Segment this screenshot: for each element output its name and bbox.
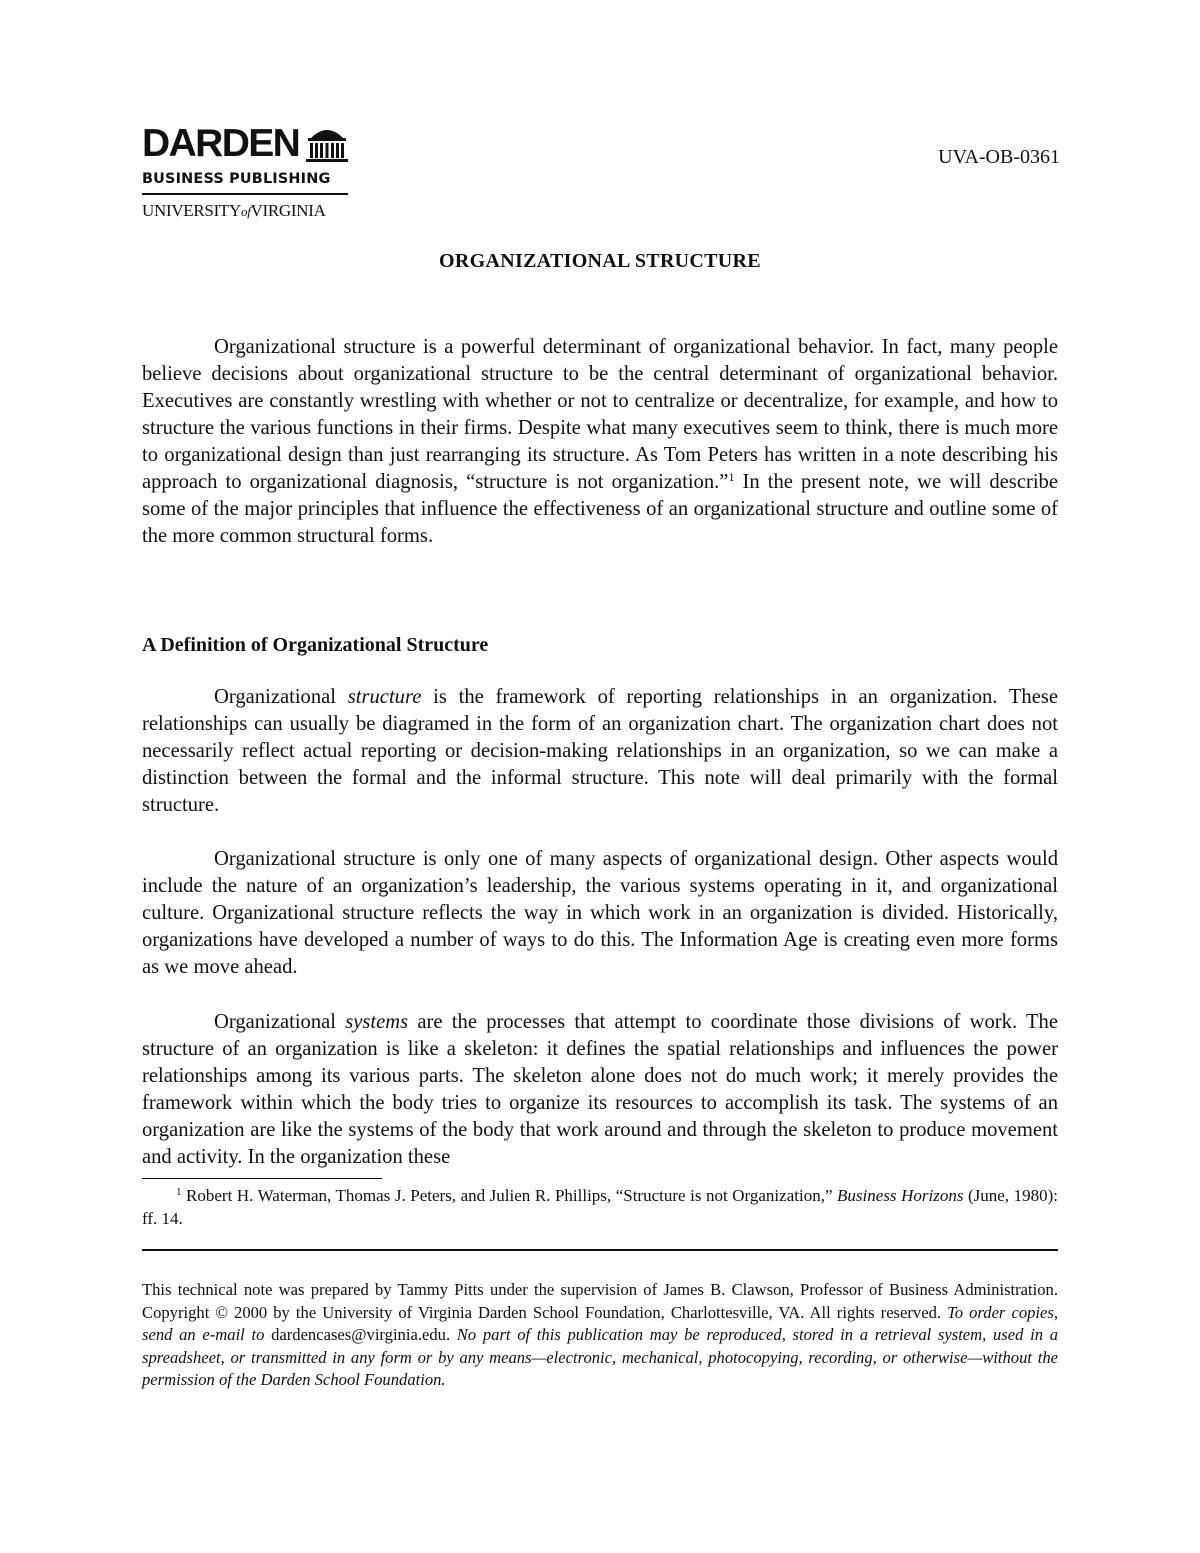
- systems-after: are the processes that attempt to coordinate those divisions of work. The structure of an organization is like a skeleton: it defines the spatial relationships and influences the power relationships among its various parts. The skeleton alone does not do much work; it merely provides the framework within which the body tries to organize its resources to accomplish its task. The systems of an organization are like the systems of the body that work around and through the skeleton to produce movement and activity. In the organization these: [142, 1011, 1058, 1168]
- logo-darden-text: DARDEN: [142, 122, 300, 165]
- systems-before: Organizational: [214, 1011, 346, 1033]
- systems-emphasis: systems: [345, 1011, 409, 1033]
- logo-university-part1: UNIVERSITY: [142, 201, 241, 220]
- footnote-divider: [142, 1178, 382, 1179]
- logo-business-publishing: BUSINESS PUBLISHING: [142, 171, 331, 187]
- logo-university-part2: VIRGINIA: [250, 201, 326, 220]
- intro-text-a: Organizational structure is a powerful determinant of organizational behavior. In fact, many people believe decisions about organizational structure to be the central determinant of organizational behavior. Executives are constantly wrestling with whether or not to centralize or decentralize, for example, and how to structure the various functions in their firms. Despite what many executives seem to think, there is much more to organizational design than just rearranging its structure. As Tom Peters has written in a note describing his approach to organizational diagnosis, “structure is not organization.”: [142, 336, 1058, 493]
- rotunda-icon: [305, 124, 349, 164]
- definition-emphasis: structure: [347, 686, 422, 708]
- footnote: [142, 1184, 1058, 1230]
- logo-university-of: of: [241, 204, 251, 219]
- tech-note: [142, 1279, 1058, 1392]
- footnote-ref: 1: [728, 470, 735, 484]
- systems-paragraph: [142, 1009, 1058, 1171]
- footnote-rest: (June, 1980): ff. 14.: [142, 1186, 1058, 1228]
- page-title: ORGANIZATIONAL STRUCTURE: [439, 250, 761, 272]
- tech-note-email[interactable]: dardencases@virginia.edu.: [264, 1325, 457, 1344]
- footnote-number: 1: [176, 1186, 182, 1198]
- definition-after: is the framework of reporting relationships in an organization. These relationships can usually be diagramed in the form of an organization chart. The organization chart does not necessarily reflect actual reporting or decision-making relationships in an organization, so we can make a distinction between the formal and the informal structure. This note will deal primarily with the formal structure.: [142, 686, 1058, 816]
- case-id: UVA-OB-0361: [938, 146, 1060, 168]
- tech-note-order: To order copies, send an e-mail to: [142, 1302, 1058, 1344]
- definition-before: Organizational: [214, 686, 348, 708]
- logo-university: [142, 201, 354, 221]
- aspects-text: Organizational structure is only one of many aspects of organizational design. Other aspects would include the nature of an organization’s leadership, the various systems operating in it, and organizational culture. Organizational structure reflects the way in which work in an organization is divided. Historically, organizations have developed a number of ways to do this. The Information Age is creating even more forms as we move ahead.: [142, 848, 1058, 978]
- intro-text-b: In the present note, we will describe some of the major principles that influence the effectiveness of an organizational structure and outline some of the more common structural forms.: [142, 471, 1058, 547]
- aspects-paragraph: [142, 846, 1058, 981]
- logo-divider: [142, 193, 348, 195]
- tech-note-rights: No part of this publication may be reproduced, stored in a retrieval system, used in a spreadsheet, or transmitted in any form or by any means—electronic, mechanical, photocopying, recording, or otherwise—without the permission of the Darden School Foundation.: [142, 1325, 1058, 1389]
- tech-note-plain: This technical note was prepared by Tammy Pitts under the supervision of James B. Clawson, Professor of Business Administration. Copyright © 2000 by the University of Virginia Darden School Foundation, Charlottesville, VA. All rights reserved.: [142, 1280, 1058, 1322]
- darden-logo: [142, 124, 354, 221]
- footnote-italic: Business Horizons: [837, 1186, 964, 1205]
- intro-paragraph: [142, 334, 1058, 550]
- tech-note-divider: [142, 1249, 1058, 1251]
- footnote-text: Robert H. Waterman, Thomas J. Peters, and Julien R. Phillips, “Structure is not Organization,”: [181, 1186, 838, 1205]
- definition-paragraph: [142, 684, 1058, 819]
- section-heading: A Definition of Organizational Structure: [142, 634, 489, 656]
